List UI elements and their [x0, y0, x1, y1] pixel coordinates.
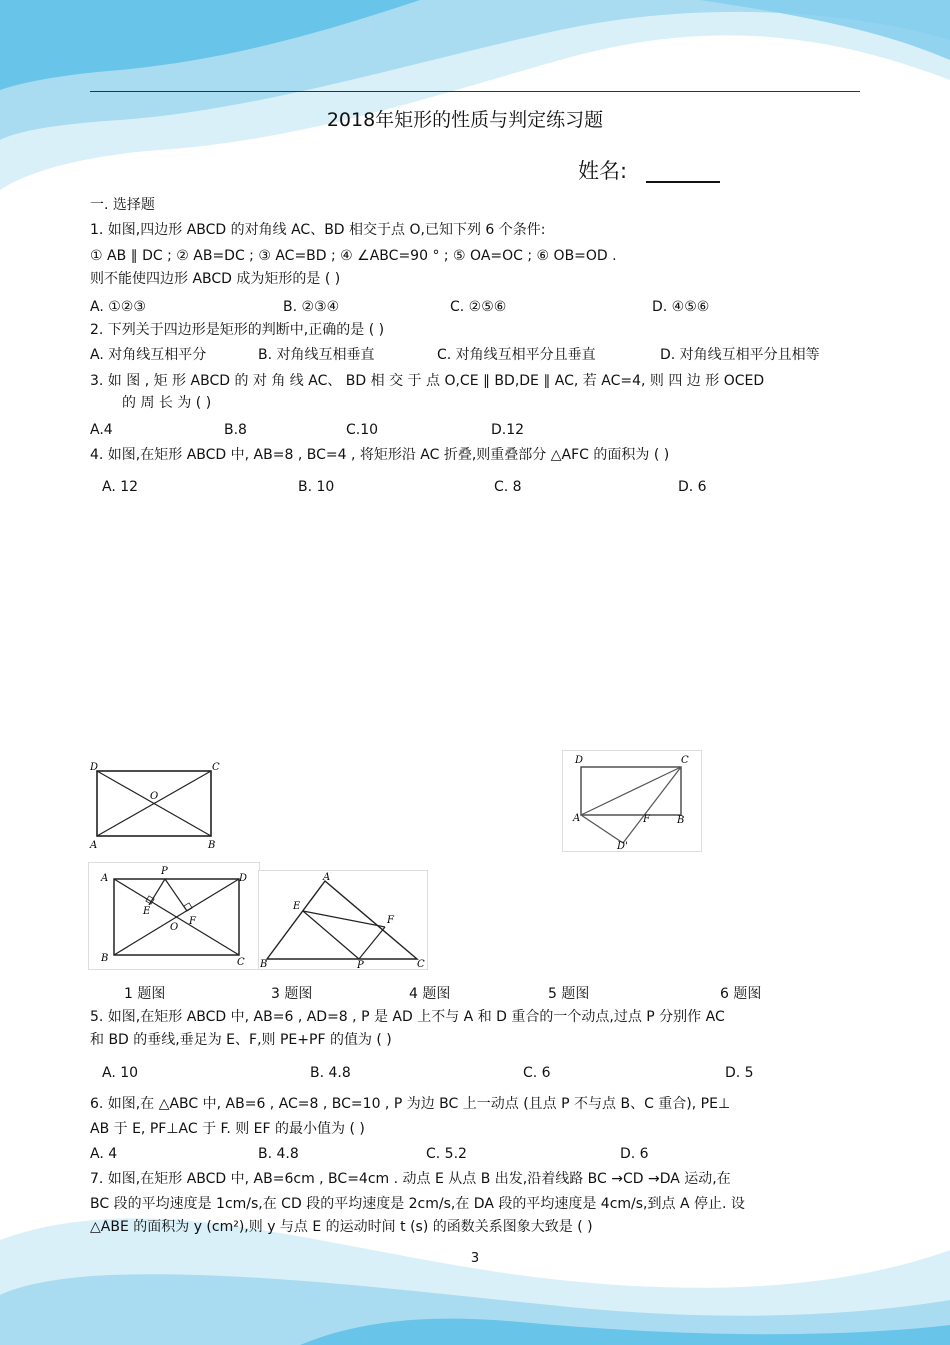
q2-stem: 2. 下列关于四边形是矩形的判断中,正确的是 ( )	[90, 322, 385, 338]
q1-option-c[interactable]: C. ②⑤⑥	[450, 299, 507, 315]
q3-option-a[interactable]: A.4	[90, 422, 113, 438]
q3-option-d[interactable]: D.12	[491, 422, 525, 438]
header-rule	[90, 91, 860, 92]
q4-option-d[interactable]: D. 6	[678, 479, 707, 495]
caption-fig4: 4 题图	[409, 986, 451, 1002]
fig5-label-c: C	[237, 957, 245, 968]
q6-option-b[interactable]: B. 4.8	[258, 1146, 299, 1162]
caption-fig3: 3 题图	[271, 986, 313, 1002]
q6-stem: 6. 如图,在 △ABC 中, AB=6 , AC=8 , BC=10 , P 为边 BC 上一动点 (且点 P 不与点 B、C 重合), PE⊥	[90, 1096, 731, 1112]
q1-ask: 则不能使四边形 ABCD 成为矩形的是 ( )	[90, 271, 341, 287]
q6-stem-cont: AB 于 E, PF⊥AC 于 F. 则 EF 的最小值为 ( )	[90, 1121, 365, 1137]
caption-fig6: 6 题图	[720, 986, 762, 1002]
caption-fig1: 1 题图	[124, 986, 166, 1002]
q6-option-a[interactable]: A. 4	[90, 1146, 118, 1162]
q7-line1: 7. 如图,在矩形 ABCD 中, AB=6cm , BC=4cm . 动点 E 从点 B 出发,沿着线路 BC →CD →DA 运动,在	[90, 1171, 731, 1187]
q4-stem: 4. 如图,在矩形 ABCD 中, AB=8 , BC=4 , 将矩形沿 AC 折叠,则重叠部分 △AFC 的面积为 ( )	[90, 447, 670, 463]
q4-option-a[interactable]: A. 12	[102, 479, 139, 495]
page-number: 3	[470, 1251, 480, 1266]
q2-option-c[interactable]: C. 对角线互相平分且垂直	[437, 347, 596, 363]
figure-q6	[258, 870, 428, 970]
q6-option-c[interactable]: C. 5.2	[426, 1146, 467, 1162]
q3-option-b[interactable]: B.8	[224, 422, 247, 438]
name-label: 姓名:	[578, 159, 628, 183]
name-blank[interactable]	[646, 181, 720, 183]
q5-option-d[interactable]: D. 5	[725, 1065, 754, 1081]
q3-stem-cont: 的 周 长 为 ( )	[122, 395, 212, 411]
q1-option-d[interactable]: D. ④⑤⑥	[652, 299, 710, 315]
fig6-label-p: P	[357, 960, 364, 969]
fig5-label-e: E	[143, 906, 151, 917]
q3-option-c[interactable]: C.10	[346, 422, 379, 438]
q5-stem: 5. 如图,在矩形 ABCD 中, AB=6 , AD=8 , P 是 AD 上不与 A 和 D 重合的一个动点,过点 P 分别作 AC	[90, 1009, 725, 1025]
q7-line3: △ABE 的面积为 y (cm²),则 y 与点 E 的运动时间 t (s) 的函数关系图象大致是 ( )	[90, 1219, 593, 1235]
q2-option-b[interactable]: B. 对角线互相垂直	[258, 347, 375, 363]
fig5-label-f: F	[189, 916, 196, 927]
fig1-label-o: O	[150, 791, 159, 802]
fig6-label-c: C	[417, 959, 425, 969]
fig6-label-e: E	[293, 901, 301, 912]
fig4-label-b: B	[677, 815, 685, 826]
q6-option-d[interactable]: D. 6	[620, 1146, 649, 1162]
fig4-label-dprime: D'	[617, 841, 628, 851]
fig4-label-f: F	[643, 814, 650, 825]
q1-conditions: ① AB ∥ DC ; ② AB=DC ; ③ AC=BD ; ④ ∠ABC=90 ° ; ⑤ OA=OC ; ⑥ OB=OD .	[90, 248, 617, 264]
fig4-label-a: A	[573, 813, 581, 824]
q1-option-a[interactable]: A. ①②③	[90, 299, 146, 315]
q5-option-a[interactable]: A. 10	[102, 1065, 139, 1081]
fig1-label-c: C	[212, 762, 220, 773]
fig1-label-d: D	[90, 762, 99, 773]
fig5-label-o: O	[170, 922, 179, 933]
q1-option-b[interactable]: B. ②③④	[283, 299, 340, 315]
fig5-label-b: B	[101, 953, 109, 964]
figure-q4	[562, 750, 702, 852]
fig6-label-f: F	[387, 915, 394, 926]
fig4-label-c: C	[681, 755, 689, 766]
q5-stem-cont: 和 BD 的垂线,垂足为 E、F,则 PE+PF 的值为 ( )	[90, 1032, 392, 1048]
fig6-label-b: B	[260, 959, 268, 969]
caption-fig5: 5 题图	[548, 986, 590, 1002]
q7-line2: BC 段的平均速度是 1cm/s,在 CD 段的平均速度是 2cm/s,在 DA 段的平均速度是 4cm/s,到点 A 停止. 设	[90, 1196, 745, 1212]
page-title: 2018年矩形的性质与判定练习题	[326, 109, 604, 131]
figure-q1	[88, 760, 222, 850]
fig4-label-d: D	[575, 755, 584, 766]
q5-option-b[interactable]: B. 4.8	[310, 1065, 351, 1081]
section-heading: 一. 选择题	[90, 197, 155, 213]
q3-stem: 3. 如 图 , 矩 形 ABCD 的 对 角 线 AC、 BD 相 交 于 点 O,CE ∥ BD,DE ∥ AC, 若 AC=4, 则 四 边 形 OCED	[90, 373, 765, 389]
q5-option-c[interactable]: C. 6	[523, 1065, 551, 1081]
fig6-label-a: A	[323, 872, 331, 883]
fig1-label-a: A	[90, 840, 98, 850]
fig5-label-d: D	[239, 873, 248, 884]
q2-option-d[interactable]: D. 对角线互相平分且相等	[660, 347, 820, 363]
fig5-label-a: A	[101, 873, 109, 884]
fig1-label-b: B	[208, 840, 216, 850]
fig5-label-p: P	[161, 866, 168, 877]
q4-option-b[interactable]: B. 10	[298, 479, 335, 495]
q1-stem: 1. 如图,四边形 ABCD 的对角线 AC、BD 相交于点 O,已知下列 6 个条件:	[90, 222, 546, 238]
q2-option-a[interactable]: A. 对角线互相平分	[90, 347, 207, 363]
figure-q5	[88, 862, 260, 970]
q4-option-c[interactable]: C. 8	[494, 479, 522, 495]
